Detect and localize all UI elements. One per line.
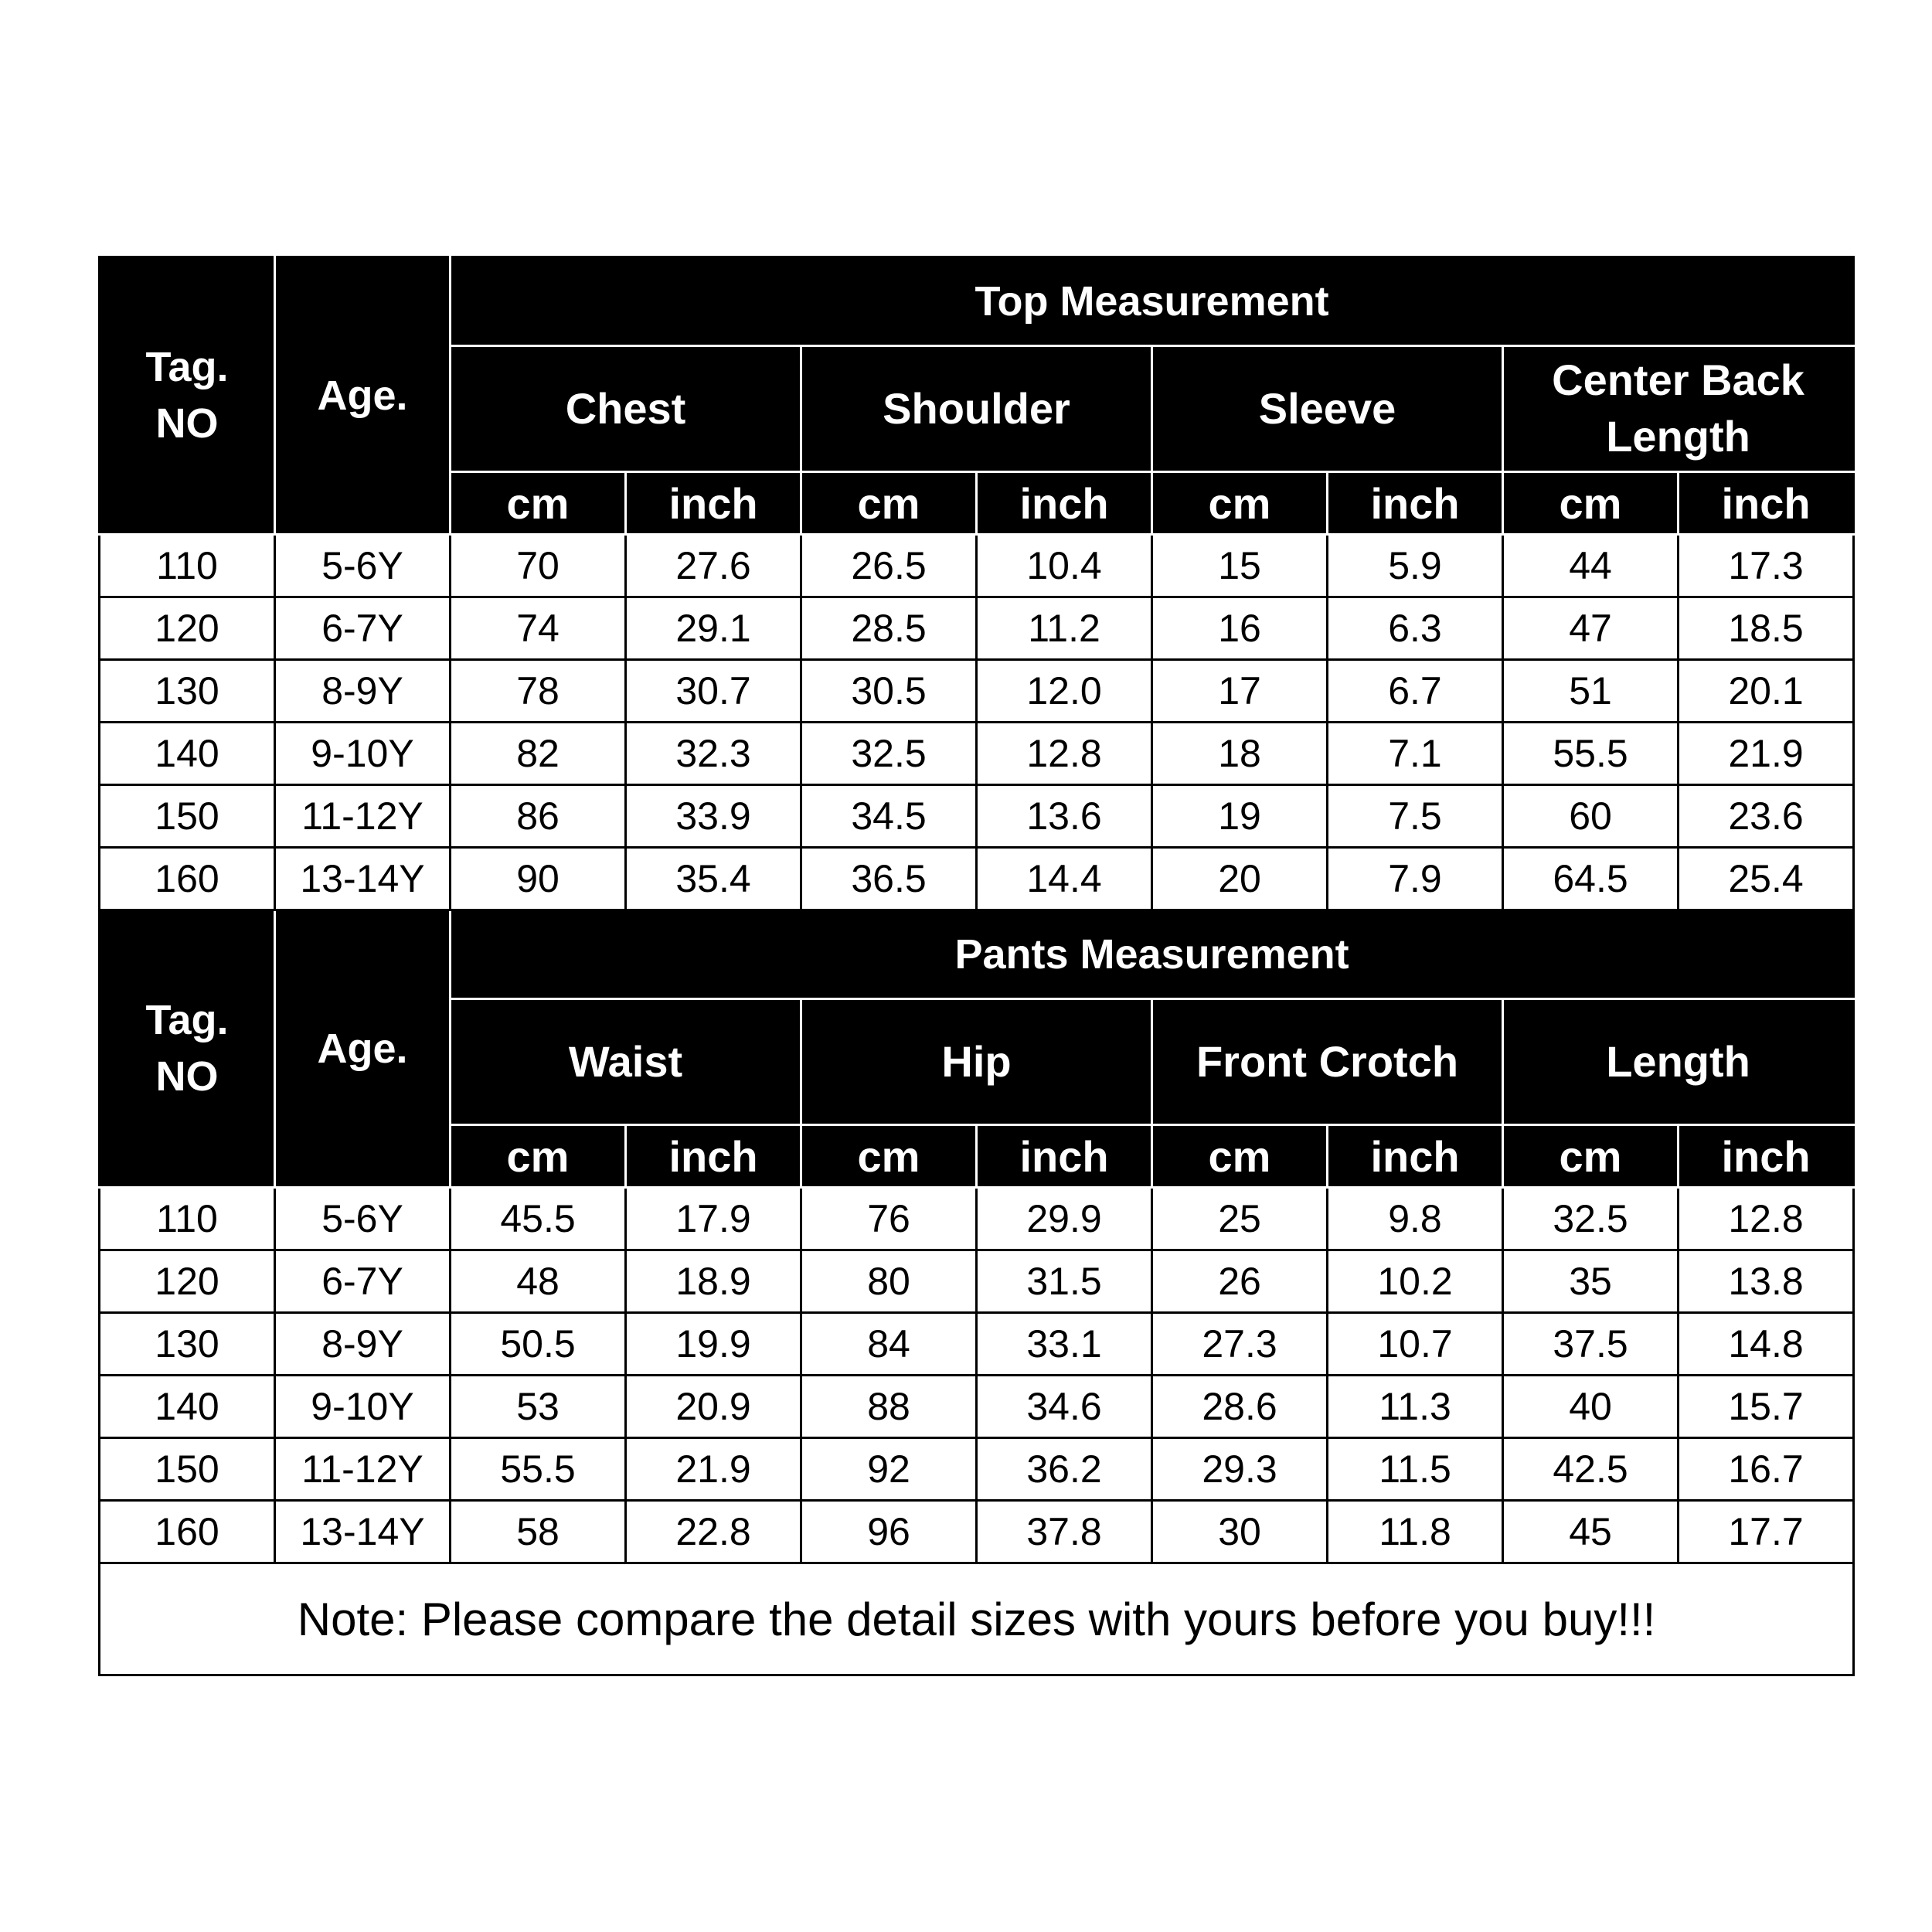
value-cell: 14.4 <box>977 848 1152 910</box>
value-cell: 10.4 <box>977 535 1152 597</box>
tag-cell: 120 <box>100 1250 275 1313</box>
unit-header: cm <box>801 472 977 535</box>
age-cell: 11-12Y <box>275 1438 451 1501</box>
value-cell: 26 <box>1152 1250 1328 1313</box>
table-row <box>100 1313 1854 1376</box>
value-cell: 11.5 <box>1328 1438 1503 1501</box>
value-cell: 28.6 <box>1152 1376 1328 1438</box>
value-cell: 18 <box>1152 723 1328 785</box>
value-cell: 80 <box>801 1250 977 1313</box>
tag-cell: 140 <box>100 723 275 785</box>
value-cell: 20 <box>1152 848 1328 910</box>
chest-header: Chest <box>451 346 801 472</box>
value-cell: 25 <box>1152 1188 1328 1250</box>
value-cell: 88 <box>801 1376 977 1438</box>
value-cell: 55.5 <box>1503 723 1679 785</box>
value-cell: 32.5 <box>1503 1188 1679 1250</box>
shoulder-header: Shoulder <box>801 346 1152 472</box>
length-header: Length <box>1503 999 1854 1125</box>
value-cell: 78 <box>451 660 626 723</box>
tag-cell: 110 <box>100 535 275 597</box>
value-cell: 17.9 <box>626 1188 801 1250</box>
pants-age-header: Age. <box>275 910 451 1188</box>
value-cell: 12.0 <box>977 660 1152 723</box>
value-cell: 35 <box>1503 1250 1679 1313</box>
value-cell: 30.5 <box>801 660 977 723</box>
age-cell: 8-9Y <box>275 660 451 723</box>
value-cell: 84 <box>801 1313 977 1376</box>
value-cell: 32.5 <box>801 723 977 785</box>
value-cell: 28.5 <box>801 597 977 660</box>
unit-header: inch <box>977 1125 1152 1188</box>
value-cell: 50.5 <box>451 1313 626 1376</box>
size-chart <box>98 256 1852 1676</box>
unit-header: cm <box>1503 472 1679 535</box>
age-cell: 9-10Y <box>275 1376 451 1438</box>
value-cell: 32.3 <box>626 723 801 785</box>
value-cell: 19.9 <box>626 1313 801 1376</box>
tag-cell: 130 <box>100 660 275 723</box>
value-cell: 92 <box>801 1438 977 1501</box>
value-cell: 29.3 <box>1152 1438 1328 1501</box>
value-cell: 11.2 <box>977 597 1152 660</box>
value-cell: 45.5 <box>451 1188 626 1250</box>
center-back-length-header: Center Back Length <box>1503 346 1854 472</box>
value-cell: 18.5 <box>1679 597 1854 660</box>
value-cell: 86 <box>451 785 626 848</box>
value-cell: 7.9 <box>1328 848 1503 910</box>
value-cell: 23.6 <box>1679 785 1854 848</box>
size-chart-table <box>98 256 1855 1676</box>
unit-header: cm <box>1503 1125 1679 1188</box>
value-cell: 40 <box>1503 1376 1679 1438</box>
tag-cell: 120 <box>100 597 275 660</box>
unit-header: cm <box>451 472 626 535</box>
value-cell: 26.5 <box>801 535 977 597</box>
age-cell: 6-7Y <box>275 597 451 660</box>
pants-rows <box>100 1188 1854 1563</box>
value-cell: 13.6 <box>977 785 1152 848</box>
unit-header: cm <box>801 1125 977 1188</box>
value-cell: 15 <box>1152 535 1328 597</box>
value-cell: 19 <box>1152 785 1328 848</box>
value-cell: 37.8 <box>977 1501 1152 1563</box>
value-cell: 22.8 <box>626 1501 801 1563</box>
value-cell: 25.4 <box>1679 848 1854 910</box>
tag-cell: 150 <box>100 785 275 848</box>
age-cell: 9-10Y <box>275 723 451 785</box>
unit-header: inch <box>626 472 801 535</box>
value-cell: 21.9 <box>1679 723 1854 785</box>
unit-header: inch <box>1328 472 1503 535</box>
unit-header: inch <box>977 472 1152 535</box>
value-cell: 44 <box>1503 535 1679 597</box>
value-cell: 76 <box>801 1188 977 1250</box>
value-cell: 55.5 <box>451 1438 626 1501</box>
table-row <box>100 535 1854 597</box>
value-cell: 13.8 <box>1679 1250 1854 1313</box>
value-cell: 12.8 <box>977 723 1152 785</box>
table-row <box>100 785 1854 848</box>
value-cell: 36.5 <box>801 848 977 910</box>
value-cell: 17.3 <box>1679 535 1854 597</box>
table-row <box>100 1376 1854 1438</box>
value-cell: 10.2 <box>1328 1250 1503 1313</box>
value-cell: 21.9 <box>626 1438 801 1501</box>
value-cell: 11.8 <box>1328 1501 1503 1563</box>
pants-tag-header: Tag. NO <box>100 910 275 1188</box>
value-cell: 31.5 <box>977 1250 1152 1313</box>
value-cell: 9.8 <box>1328 1188 1503 1250</box>
table-row <box>100 660 1854 723</box>
value-cell: 58 <box>451 1501 626 1563</box>
tag-cell: 140 <box>100 1376 275 1438</box>
note-text: Note: Please compare the detail sizes with yours before you buy!!! <box>100 1563 1854 1675</box>
value-cell: 37.5 <box>1503 1313 1679 1376</box>
value-cell: 17 <box>1152 660 1328 723</box>
value-cell: 16.7 <box>1679 1438 1854 1501</box>
value-cell: 47 <box>1503 597 1679 660</box>
value-cell: 27.3 <box>1152 1313 1328 1376</box>
value-cell: 51 <box>1503 660 1679 723</box>
value-cell: 6.7 <box>1328 660 1503 723</box>
unit-header: cm <box>1152 1125 1328 1188</box>
unit-header: cm <box>451 1125 626 1188</box>
tag-cell: 150 <box>100 1438 275 1501</box>
table-row <box>100 1188 1854 1250</box>
age-cell: 6-7Y <box>275 1250 451 1313</box>
age-cell: 5-6Y <box>275 1188 451 1250</box>
waist-header: Waist <box>451 999 801 1125</box>
top-measurement-title: Top Measurement <box>451 257 1854 346</box>
value-cell: 82 <box>451 723 626 785</box>
value-cell: 60 <box>1503 785 1679 848</box>
age-cell: 8-9Y <box>275 1313 451 1376</box>
age-cell: 5-6Y <box>275 535 451 597</box>
unit-header: inch <box>1679 472 1854 535</box>
value-cell: 74 <box>451 597 626 660</box>
value-cell: 14.8 <box>1679 1313 1854 1376</box>
value-cell: 15.7 <box>1679 1376 1854 1438</box>
value-cell: 12.8 <box>1679 1188 1854 1250</box>
value-cell: 16 <box>1152 597 1328 660</box>
hip-header: Hip <box>801 999 1152 1125</box>
value-cell: 34.5 <box>801 785 977 848</box>
table-row <box>100 1501 1854 1563</box>
tag-cell: 160 <box>100 1501 275 1563</box>
age-cell: 13-14Y <box>275 1501 451 1563</box>
pants-header <box>100 910 1854 1188</box>
value-cell: 20.1 <box>1679 660 1854 723</box>
unit-header: inch <box>1679 1125 1854 1188</box>
value-cell: 36.2 <box>977 1438 1152 1501</box>
value-cell: 5.9 <box>1328 535 1503 597</box>
value-cell: 17.7 <box>1679 1501 1854 1563</box>
value-cell: 33.1 <box>977 1313 1152 1376</box>
value-cell: 48 <box>451 1250 626 1313</box>
pants-measurement-title: Pants Measurement <box>451 910 1854 999</box>
value-cell: 34.6 <box>977 1376 1152 1438</box>
value-cell: 33.9 <box>626 785 801 848</box>
value-cell: 90 <box>451 848 626 910</box>
value-cell: 29.1 <box>626 597 801 660</box>
value-cell: 11.3 <box>1328 1376 1503 1438</box>
tag-cell: 110 <box>100 1188 275 1250</box>
value-cell: 30.7 <box>626 660 801 723</box>
age-cell: 11-12Y <box>275 785 451 848</box>
unit-header: inch <box>1328 1125 1503 1188</box>
value-cell: 18.9 <box>626 1250 801 1313</box>
value-cell: 53 <box>451 1376 626 1438</box>
value-cell: 70 <box>451 535 626 597</box>
top-tag-header: Tag. NO <box>100 257 275 535</box>
unit-header: inch <box>626 1125 801 1188</box>
unit-header: cm <box>1152 472 1328 535</box>
value-cell: 30 <box>1152 1501 1328 1563</box>
tag-cell: 130 <box>100 1313 275 1376</box>
top-age-header: Age. <box>275 257 451 535</box>
tag-cell: 160 <box>100 848 275 910</box>
value-cell: 7.1 <box>1328 723 1503 785</box>
age-cell: 13-14Y <box>275 848 451 910</box>
value-cell: 64.5 <box>1503 848 1679 910</box>
value-cell: 45 <box>1503 1501 1679 1563</box>
table-row <box>100 1438 1854 1501</box>
value-cell: 6.3 <box>1328 597 1503 660</box>
front-crotch-header: Front Crotch <box>1152 999 1503 1125</box>
sleeve-header: Sleeve <box>1152 346 1503 472</box>
value-cell: 96 <box>801 1501 977 1563</box>
top-header <box>100 257 1854 535</box>
note-section <box>100 1563 1854 1675</box>
table-row <box>100 597 1854 660</box>
table-row <box>100 1250 1854 1313</box>
value-cell: 10.7 <box>1328 1313 1503 1376</box>
top-rows <box>100 535 1854 910</box>
value-cell: 42.5 <box>1503 1438 1679 1501</box>
value-cell: 20.9 <box>626 1376 801 1438</box>
table-row <box>100 723 1854 785</box>
value-cell: 27.6 <box>626 535 801 597</box>
value-cell: 29.9 <box>977 1188 1152 1250</box>
table-row <box>100 848 1854 910</box>
value-cell: 7.5 <box>1328 785 1503 848</box>
value-cell: 35.4 <box>626 848 801 910</box>
